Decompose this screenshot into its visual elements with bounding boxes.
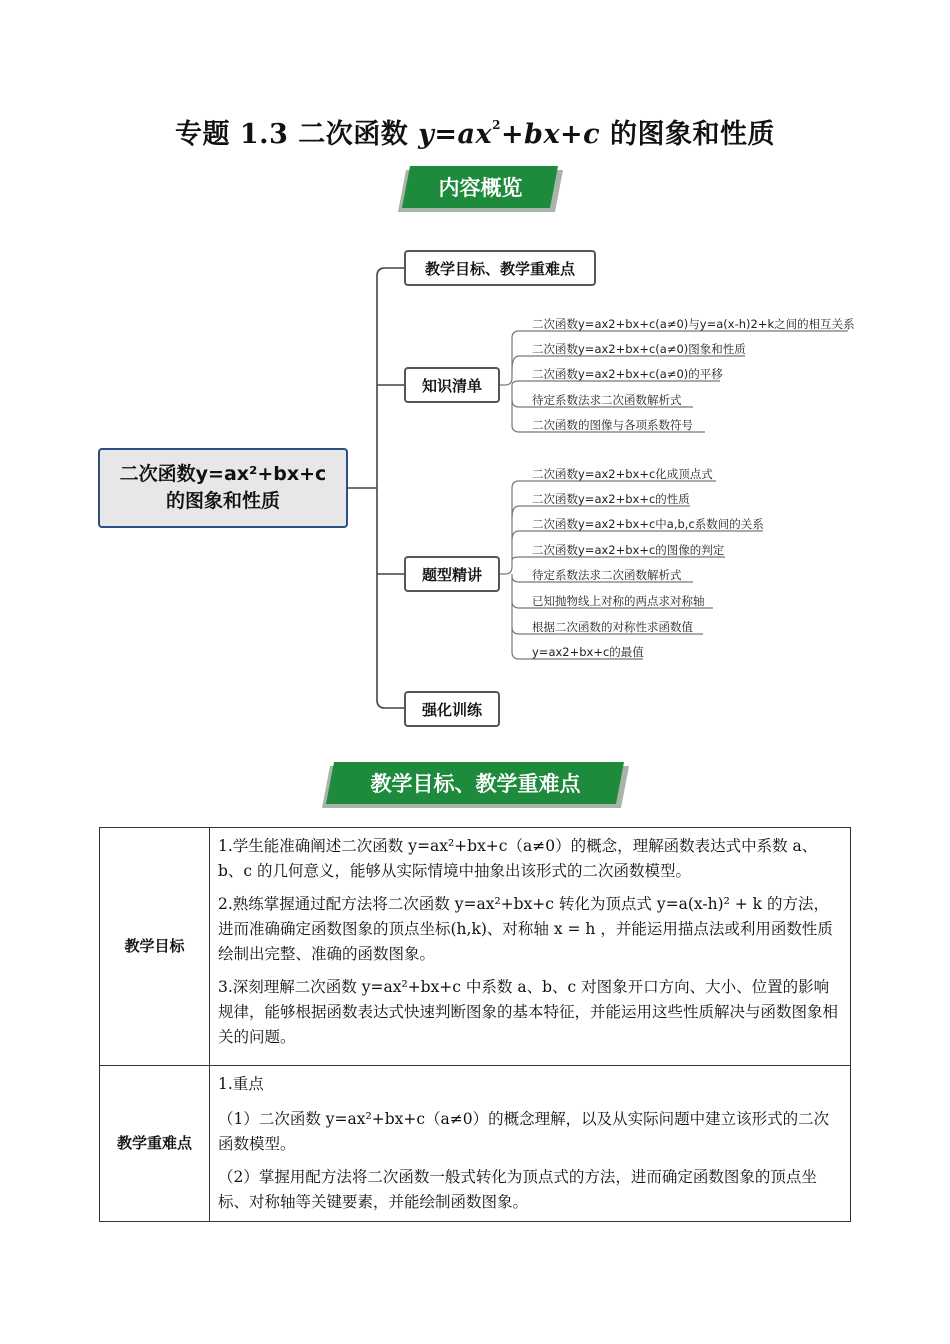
goal-item: 1.学生能准确阐述二次函数 y=ax²+bx+c（a≠0）的概念，理解函数表达式中系数 a、b、c 的几何意义，能够从实际情境中抽象出该形式的二次函数模型。 (218, 837, 818, 880)
keypoint-item: （1）二次函数 y=ax²+bx+c（a≠0）的概念理解，以及从实际问题中建立该形式的二次函数模型。 (218, 1110, 830, 1153)
table-row (100, 1066, 851, 1222)
row-label-goals: 教学目标 (100, 828, 210, 1066)
question-item: 二次函数y=ax2+bx+c中a,b,c系数间的关系 (532, 517, 764, 531)
goal-item: 3.深刻理解二次函数 y=ax²+bx+c 中系数 a、b、c 对图象开口方向、大小、位置的影响规律，能够根据函数表达式快速判断图象的基本特征，并能运用这些性质解决与函数图象相关的问题。 (218, 978, 839, 1046)
row-label-keypoints: 教学重难点 (100, 1066, 210, 1222)
question-item: y=ax2+bx+c的最值 (532, 645, 644, 659)
mindmap-root-line2: 的图象和性质 (165, 490, 280, 512)
title-prefix: 专题 1.3 二次函数 (174, 119, 419, 150)
knowledge-item: 待定系数法求二次函数解析式 (532, 393, 682, 407)
knowledge-item: 二次函数y=ax2+bx+c(a≠0)的平移 (532, 367, 723, 381)
mindmap-root (98, 448, 348, 528)
goals-banner-label: 教学目标、教学重难点 (370, 772, 581, 796)
mindmap-branch-questions: 题型精讲 (404, 556, 500, 592)
keypoint-item: （2）掌握用配方法将二次函数一般式转化为顶点式的方法，进而确定函数图象的顶点坐标、对称轴等关键要素，并能绘制函数图象。 (218, 1168, 817, 1211)
question-item: 二次函数y=ax2+bx+c的性质 (532, 492, 690, 506)
knowledge-item: 二次函数y=ax2+bx+c(a≠0)图象和性质 (532, 342, 746, 356)
mindmap-root-line1: 二次函数y=ax²+bx+c (119, 463, 327, 485)
mindmap-branch-goals: 教学目标、教学重难点 (404, 250, 596, 286)
title-suffix: 的图象和性质 (600, 119, 776, 150)
question-item: 二次函数y=ax2+bx+c的图像的判定 (532, 543, 725, 557)
goals-banner (322, 762, 629, 808)
mindmap-branch-practice: 强化训练 (404, 691, 500, 727)
question-item: 二次函数y=ax2+bx+c化成顶点式 (532, 467, 713, 481)
goals-table (99, 827, 851, 1222)
question-item: 根据二次函数的对称性求函数值 (532, 620, 693, 634)
title-formula-b: +bx+c (500, 119, 601, 150)
row-content-keypoints (210, 1066, 851, 1222)
question-item: 待定系数法求二次函数解析式 (532, 568, 682, 582)
table-row (100, 828, 851, 1066)
overview-banner-label: 内容概览 (438, 176, 523, 200)
knowledge-item: 二次函数y=ax2+bx+c(a≠0)与y=a(x-h)2+k之间的相互关系 (532, 317, 855, 331)
row-content-goals (210, 828, 851, 1066)
question-item: 已知抛物线上对称的两点求对称轴 (532, 594, 705, 608)
title-formula-a: y=ax (418, 119, 493, 150)
title-formula-sup: 2 (492, 118, 501, 132)
knowledge-item: 二次函数的图像与各项系数符号 (532, 418, 693, 432)
goal-item: 2.熟练掌握通过配方法将二次函数 y=ax²+bx+c 转化为顶点式 y=a(x-h)² + k 的方法，进而准确确定函数图象的顶点坐标(h,k)、对称轴 x = h ，并能运用描点法或利用函数性质绘制出完整、准确的函数图象。 (218, 895, 833, 963)
mindmap-branch-knowledge: 知识清单 (404, 367, 500, 403)
keypoint-item: 1.重点 (218, 1075, 264, 1093)
